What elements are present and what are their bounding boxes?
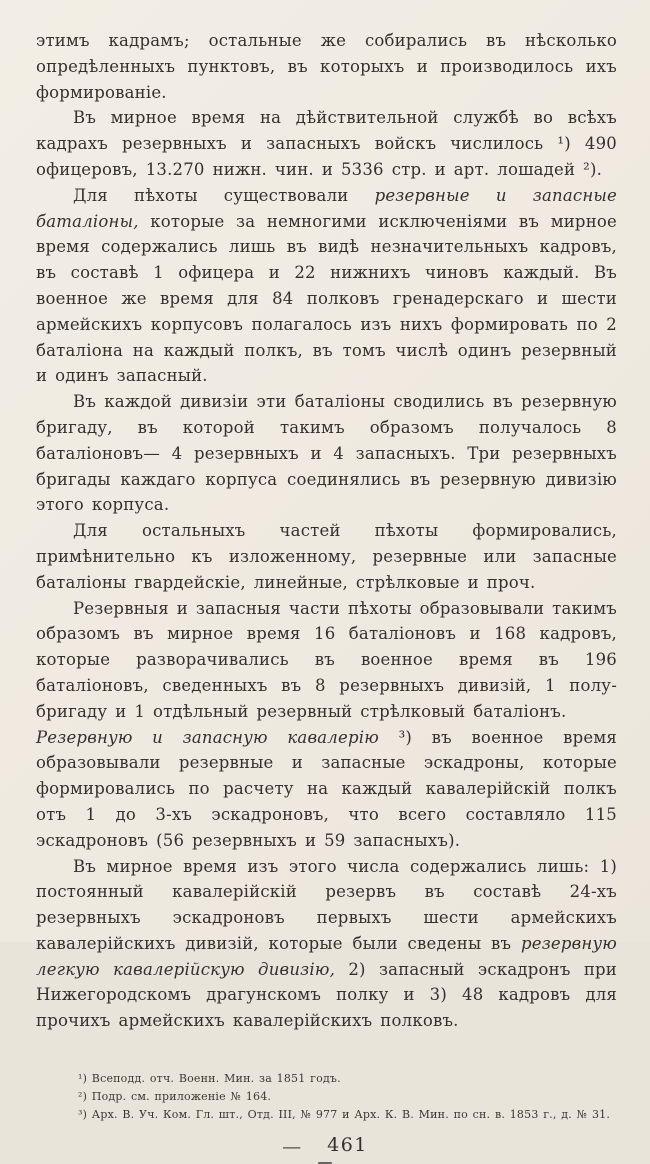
paragraph — [36, 854, 617, 1035]
paragraph-text: Въ мирное время изъ этого числа содержались лишь: 1) постоянный кавалерійскій резервъ въ составѣ 24-хъ резервныхъ эскадроновъ первыхъ шести армейскихъ кавалерійскихъ дивизій, которые были сведены въ — [36, 856, 617, 953]
footnote-text: ¹) Всеподд. отч. Военн. Мин. за 1851 годъ. — [78, 1072, 341, 1086]
paragraph — [36, 389, 617, 518]
paragraph-text: 2) запасный эскадронъ при Нижегородскомъ драгунскомъ полку и 3) 48 кадровъ для прочихъ армейскихъ кавалерійскихъ полковъ. — [36, 959, 617, 1031]
paragraph-text: этимъ кадрамъ; остальные же собирались въ нѣсколько опредѣленныхъ пунктовъ, въ которыхъ и производилось ихъ формированіе. — [36, 31, 617, 102]
page-number: 461 — [327, 1134, 368, 1157]
paragraph — [36, 105, 617, 182]
paragraph-text: которые за немногими исключеніями въ мирное время содержались лишь въ видѣ незначительныхъ кадровъ, въ составѣ 1 офицера и 22 нижнихъ чиновъ каждый. Въ военное же время для 84 полковъ гренадерскаго и шести армейскихъ корпусовъ полагалось изъ нихъ формировать по 2 баталіона на каждый полкъ, въ томъ числѣ одинъ резервный и одинъ запасный. — [36, 211, 617, 386]
paragraph-text: Въ мирное время на дѣйствительной службѣ во всѣхъ кадрахъ резервныхъ и запасныхъ войскъ числилось ¹) 490 офицеровъ, 13.270 нижн. чин. и 5336 стр. и арт. лошадей ²). — [36, 108, 617, 179]
paragraph-text: Для остальныхъ частей пѣхоты формировались, примѣнительно къ изложенному, резервные или запасные баталіоны гвардейскіе, линейные, стрѣлковые и проч. — [36, 521, 617, 592]
paragraph — [36, 518, 617, 595]
page-number-row — [0, 1134, 650, 1159]
footnote-text: ²) Подр. см. приложеніе № 164. — [78, 1090, 272, 1104]
footnote — [78, 1106, 632, 1124]
paragraph-text: Въ каждой дивизіи эти баталіоны сводились въ резервную бригаду, въ которой такимъ образомъ получалось 8 баталіоновъ— 4 резервныхъ и 4 запасныхъ. Три резервныхъ бригады каждаго корпуса соединялись въ резервную дивизію этого корпуса. — [36, 392, 617, 515]
paragraph — [36, 183, 617, 389]
footnote-text: ³) Арх. В. Уч. Ком. Гл. шт., Отд. III, № 977 и Арх. К. В. Мин. по сн. в. 1853 г., д. № 31. — [78, 1108, 611, 1122]
paragraph-text-italic: резервную легкую кавалерійскую дивизію, — [36, 933, 617, 979]
dash-mark: — — [282, 1136, 302, 1159]
paragraph-text-italic: Резервную и запасную кавалерію — [36, 727, 399, 747]
paragraph-text-italic: резервные и запасные баталіоны, — [36, 185, 617, 231]
paragraph-text: Резервныя и запасныя части пѣхоты образовывали такимъ образомъ въ мирное время 16 баталіоновъ и 168 кадровъ, которые разворачивались въ военное время въ 196 баталіоновъ, сведенныхъ въ 8 резервныхъ дивизій, 1 полу-бригаду и 1 отдѣльный резервный стрѣлковый баталіонъ. — [36, 598, 617, 721]
footnote — [78, 1070, 632, 1088]
page-footer — [0, 1070, 650, 1164]
paragraph — [36, 28, 617, 105]
footnote — [78, 1088, 632, 1106]
paragraph-text: Для пѣхоты существовали — [73, 185, 375, 205]
paragraph-text: ³) въ военное время образовывали резервные и запасные эскадроны, которые формировались по расчету на каждый кавалерійскій полкъ отъ 1 до 3-хъ эскадроновъ, что всего составляло 115 эскадроновъ (56 резервныхъ и 59 запасныхъ). — [36, 727, 618, 850]
footnotes-block — [78, 1070, 632, 1124]
paragraph — [36, 596, 617, 725]
paragraph — [36, 725, 617, 854]
